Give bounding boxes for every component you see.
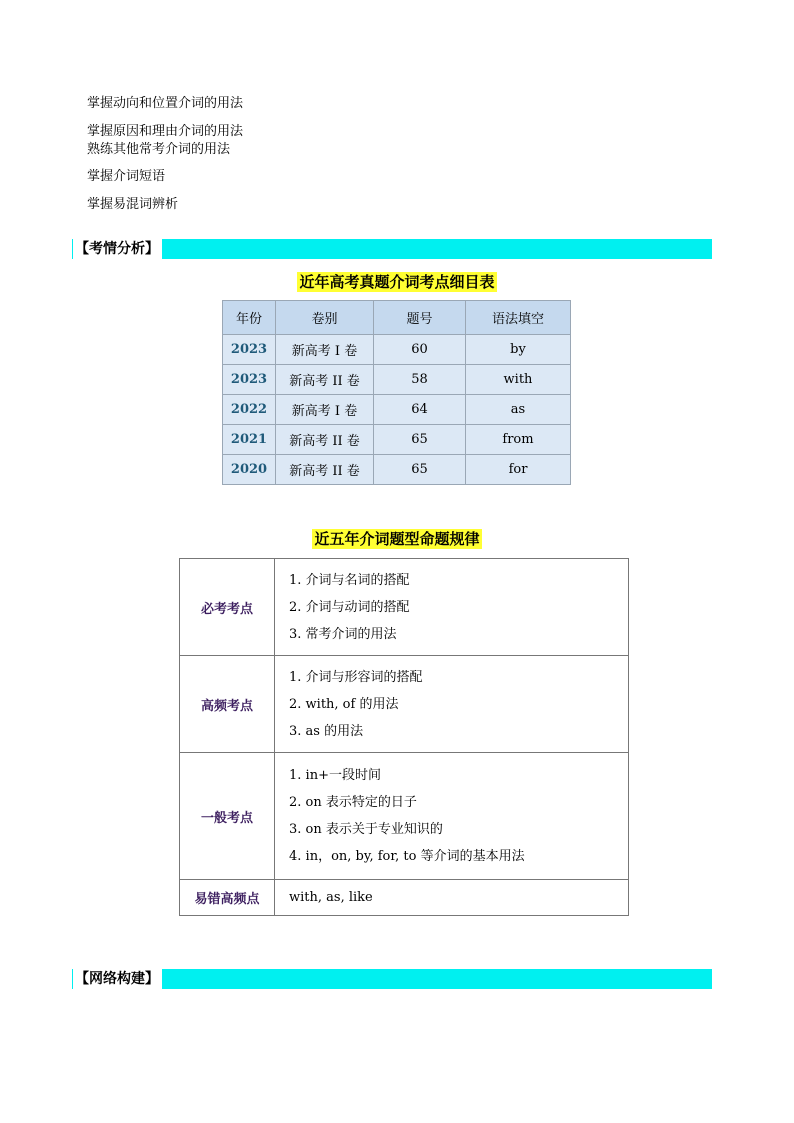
list-item: 4. in，on, by, for, to 等介词的基本用法 [289, 849, 525, 864]
category-cell: 一般考点 [180, 753, 275, 880]
goal-item: 掌握介词短语 [87, 169, 166, 184]
question-cell: 58 [374, 365, 466, 395]
table-row [223, 425, 571, 455]
year-cell: 2021 [223, 425, 276, 455]
section-bar-network [72, 969, 712, 989]
year-cell: 2020 [223, 455, 276, 485]
section-bar-analysis [72, 239, 712, 259]
section-title: 【考情分析】 [73, 239, 162, 259]
year-cell: 2022 [223, 395, 276, 425]
table-row [180, 656, 629, 753]
exam-table [222, 300, 571, 485]
table-row [223, 455, 571, 485]
paper-cell: 新高考 II 卷 [276, 365, 374, 395]
paper-cell: 新高考 II 卷 [276, 455, 374, 485]
exam-table-title: 近年高考真题介词考点细目表 [299, 273, 495, 291]
list-item: 2. with, of 的用法 [289, 696, 399, 712]
question-cell: 64 [374, 395, 466, 425]
column-header: 卷别 [276, 301, 374, 335]
year-cell: 2023 [223, 365, 276, 395]
table-row [180, 559, 629, 656]
category-cell: 易错高频点 [180, 880, 275, 916]
table-row [180, 880, 629, 916]
category-cell: 高频考点 [180, 656, 275, 753]
items-cell [275, 559, 629, 656]
year-cell: 2023 [223, 335, 276, 365]
column-header: 题号 [374, 301, 466, 335]
table-header-row [223, 301, 571, 335]
goal-item: 掌握动向和位置介词的用法 [87, 96, 244, 111]
answer-cell: for [466, 455, 571, 485]
items-cell [275, 656, 629, 753]
list-item: 1. 介词与名词的搭配 [289, 572, 410, 588]
list-item: with, as, like [289, 890, 373, 905]
goal-item: 熟练其他常考介词的用法 [87, 142, 231, 157]
table-row [223, 365, 571, 395]
section-title: 【网络构建】 [73, 969, 162, 989]
rules-table [179, 558, 629, 916]
column-header: 语法填空 [466, 301, 571, 335]
list-item: 3. as 的用法 [289, 723, 364, 739]
answer-cell: by [466, 335, 571, 365]
table-row [223, 335, 571, 365]
goal-item: 掌握原因和理由介词的用法 [87, 124, 244, 139]
list-item: 3. 常考介词的用法 [289, 626, 397, 642]
items-cell [275, 880, 629, 916]
paper-cell: 新高考 I 卷 [276, 395, 374, 425]
paper-cell: 新高考 II 卷 [276, 425, 374, 455]
paper-cell: 新高考 I 卷 [276, 335, 374, 365]
answer-cell: as [466, 395, 571, 425]
goal-item: 掌握易混词辨析 [87, 197, 179, 212]
table-row [180, 753, 629, 880]
question-cell: 65 [374, 425, 466, 455]
list-item: 2. 介词与动词的搭配 [289, 599, 410, 615]
column-header: 年份 [223, 301, 276, 335]
list-item: 3. on 表示关于专业知识的 [289, 822, 443, 837]
list-item: 2. on 表示特定的日子 [289, 795, 417, 810]
list-item: 1. in+一段时间 [289, 768, 381, 783]
question-cell: 60 [374, 335, 466, 365]
question-cell: 65 [374, 455, 466, 485]
list-item: 1. 介词与形容词的搭配 [289, 669, 423, 685]
answer-cell: with [466, 365, 571, 395]
rules-table-title: 近五年介词题型命题规律 [314, 530, 480, 548]
items-cell [275, 753, 629, 880]
category-cell: 必考考点 [180, 559, 275, 656]
answer-cell: from [466, 425, 571, 455]
table-row [223, 395, 571, 425]
